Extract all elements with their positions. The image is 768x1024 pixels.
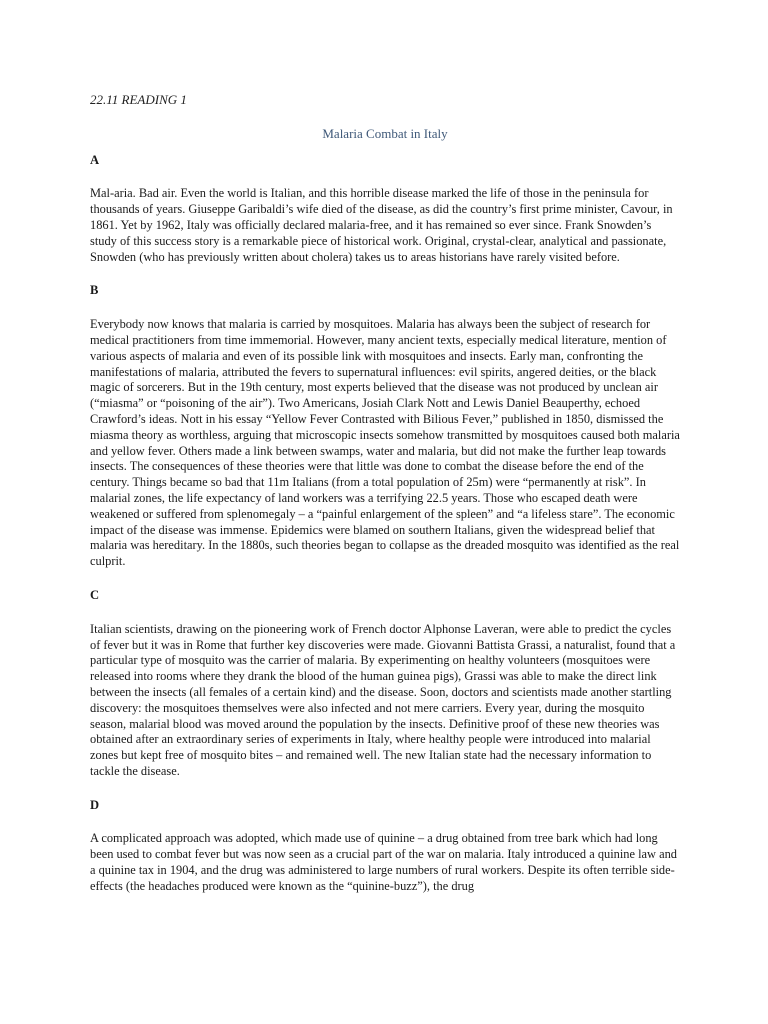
section-letter-b: B	[90, 283, 99, 298]
document-title: Malaria Combat in Italy	[322, 125, 448, 141]
section-b-paragraph: Everybody now knows that malaria is carried by mosquitoes. Malaria has always been the subject of research for medical practitioners from time immemorial. However, many ancient texts, especially medical literature, mention of various aspects of malaria and even of its possible link with mosquitoes and insects. Early man, confronting the manifestations of malaria, attributed the fevers to supernatural influences: evil spirits, angered deities, or the black magic of sorcerers. But in the 19th century, most experts believed that the disease was not produced by unclean air (“miasma” or “poisoning of the air”). Two Americans, Josiah Clark Nott and Lewis Daniel Beauperthy, echoed Crawford’s ideas. Nott in his essay “Yellow Fever Contrasted with Bilious Fever,” published in 1850, dismissed the miasma theory as worthless, arguing that microscopic insects somehow transmitted by mosquitoes caused both malaria and yellow fever. Others made a link between swamps, water and malaria, but did not make the further leap towards insects. The consequences of these theories were that little was done to combat the disease before the end of the century. Things became so bad that 11m Italians (from a total population of 25m) were “permanently at risk”. In malarial zones, the life expectancy of land workers was a terrifying 22.5 years. Those who escaped death were weakened or suffered from splenomegaly – a “painful enlargement of the spleen” and “a lifeless stare”. The economic impact of the disease was immense. Epidemics were blamed on southern Italians, given the widespread belief that malaria was hereditary. In the 1880s, such theories began to collapse as the dreaded mosquito was identified as the real culprit.	[90, 317, 680, 569]
section-d-paragraph: A complicated approach was adopted, which made use of quinine – a drug obtained from tree bark which had long been used to combat fever but was now seen as a crucial part of the war on malaria. Italy introduced a quinine law and a quinine tax in 1904, and the drug was administered to large numbers of rural workers. Despite its often terrible side-effects (the headaches produced were known as the “quinine-buzz”), the drug	[90, 831, 677, 893]
section-letter-d: D	[90, 797, 100, 812]
section-a-paragraph: Mal-aria. Bad air. Even the world is Italian, and this horrible disease marked the life of those in the peninsula for thousands of years. Giuseppe Garibaldi’s wife died of the disease, as did the country’s first prime minister, Cavour, in 1861. Yet by 1962, Italy was officially declared malaria-free, and it has remained so ever since. Frank Snowden’s study of this success story is a remarkable piece of historical work. Original, crystal-clear, analytical and passionate, Snowden (who has previously written about cholera) takes us to areas historians have rarely visited before.	[90, 186, 673, 264]
section-letter-c: C	[90, 587, 100, 602]
section-letter-a: A	[90, 152, 100, 167]
section-c-paragraph: Italian scientists, drawing on the pioneering work of French doctor Alphonse Laveran, were able to predict the cycles of fever but it was in Rome that further key discoveries were made. Giovanni Battista Grassi, a naturalist, found that a particular type of mosquito was the carrier of malaria. By experimenting on healthy volunteers (mosquitoes were released into rooms where they drank the blood of the human guinea pigs), Grassi was able to make the direct link between the insects (all females of a certain kind) and the disease. Soon, doctors and scientists made another startling discovery: the mosquitoes themselves were also infected and not mere carriers. Every year, during the mosquito season, malarial blood was moved around the population by the insects. Definitive proof of these new theories was obtained after an extraordinary series of experiments in Italy, where healthy people were introduced into malarial zones but kept free of mosquito bites – and remained well. The new Italian state had the necessary information to tackle the disease.	[90, 621, 676, 778]
document-page	[90, 92, 680, 913]
reading-label: 22.11 READING 1	[90, 92, 187, 107]
